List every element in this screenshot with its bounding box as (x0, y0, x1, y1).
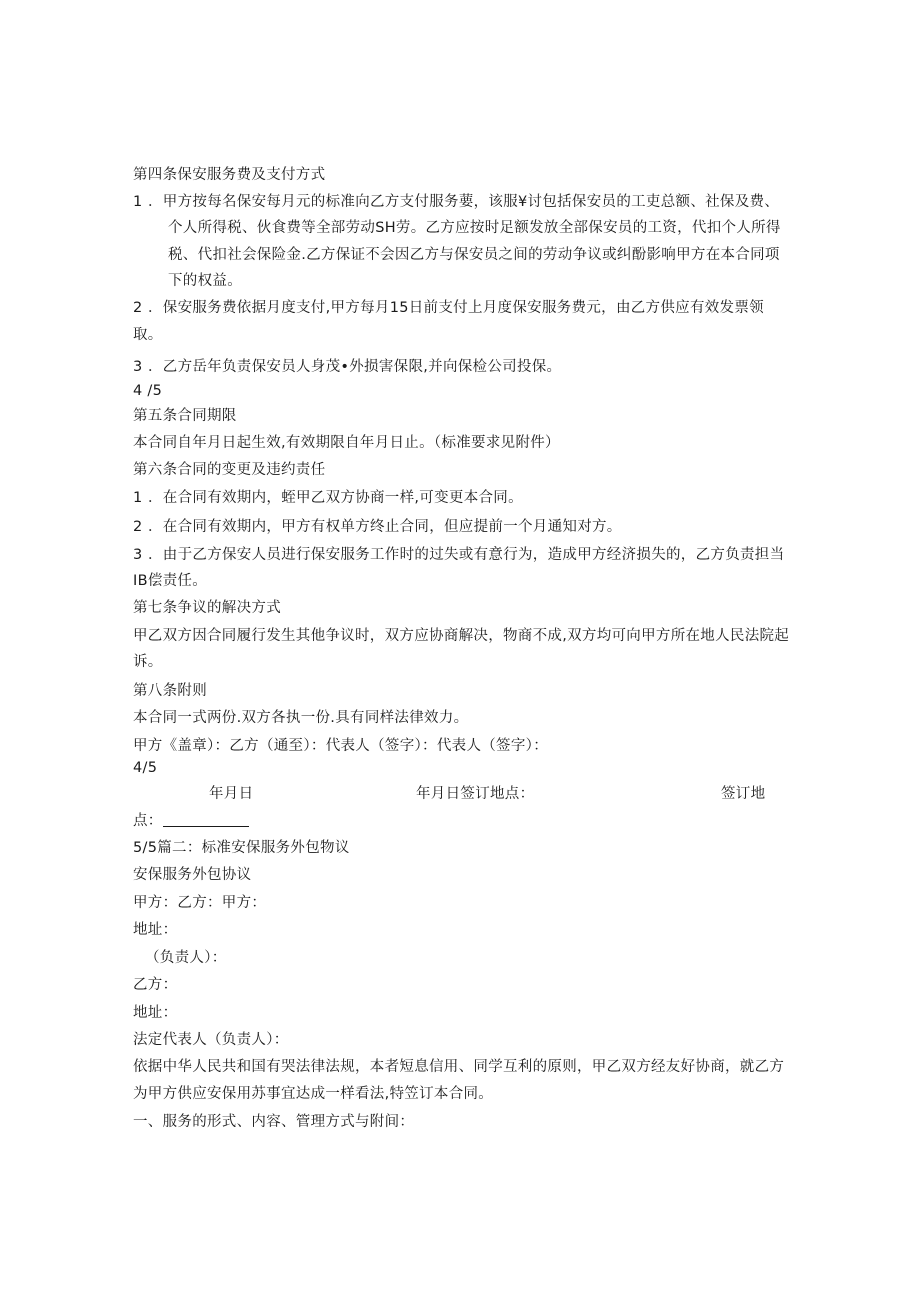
article4-item1-number: 1 (133, 194, 143, 210)
signature-place-label: 点： (133, 813, 163, 829)
article4-item1-line1: ．甲方按每名保安每月元的标准向乙方支付服务葽，该服¥讨包括保安员的工吏总额、社保及费、 (148, 194, 780, 210)
article4-heading: 第四条保安服务费及支付方式 (133, 167, 326, 183)
article6-item2-number: 2 (133, 519, 143, 535)
agreement-title: 安保服务外包协议 (133, 867, 252, 883)
signature-date-b: 年月日签订地点： (416, 786, 535, 802)
party-b-label: 乙方： (133, 977, 178, 993)
article6-item3-number: 3 (133, 547, 143, 563)
page-marker: 4 /5 (133, 383, 163, 399)
article8-heading: 第八条附则 (133, 683, 207, 699)
article4-item1-line2: 个人所得税、伙食费等全部劳动SH劳。乙方应按时足额发放全部保安员的工资，代扣个人所得 (168, 220, 781, 236)
signature-place-blank (163, 812, 249, 827)
article6-heading: 第六条合同的变更及违约责任 (133, 462, 326, 478)
signature-date-a: 年月日 (209, 786, 254, 802)
signature-place: 签订地 (721, 786, 766, 802)
article4-item1-line3: 税、代扣社会保险金.乙方保证不会因乙方与保安员之间的劳动争议或纠酚影响甲方在本合同项 (168, 247, 780, 263)
article5-heading: 第五条合同期限 (133, 408, 237, 424)
signature-line: 甲方《盖章）：乙方（通至）：代表人（签字）：代表人（签字）： (133, 738, 548, 754)
intro-line2: 为甲方供应安保用苏事宜达成一样看法,特笠订本合同。 (133, 1086, 494, 1102)
article4-item2-line1: ．保安服务费依据月度支付,甲方每月15日前支付上月度保安服务费元，由乙方供应有效发票领 (148, 300, 764, 316)
part2-header: 5/5篇二：标准安保服务外包物议 (133, 840, 350, 856)
article6-item3-line1: ．由于乙方保安人员进行保安服务工作时的过失或有意行为，造成甲方经济损失的，乙方负责担当 (148, 547, 785, 563)
article6-item1-text: ．在合同有效期内，蛭甲乙双方协商一样,可变更本合同。 (148, 490, 523, 506)
signature-page-marker: 4/5 (133, 760, 158, 776)
article6-item3-line2: IB偿责任。 (133, 573, 208, 589)
responsible-label: （负责人）： (145, 950, 227, 966)
article7-heading: 第七条争议的解决方式 (133, 600, 281, 616)
article6-item2-text: ．在合同有效期内，甲方有权单方终止合同，但应提前一个月通知对方。 (148, 519, 622, 535)
article4-item3-number: 3 (133, 359, 143, 375)
article4-item1-line4: 下的权益。 (168, 273, 242, 289)
signature-place-line (133, 811, 249, 831)
article7-line1: 甲乙双方因合同履行发生其他争议时，双方应协商解决，物商不成,双方均可向甲方所在地人民法院起 (133, 628, 790, 644)
address-label-b: 地址： (133, 1005, 178, 1021)
section1-heading: 一、服务的形式、内容、管理方式与附间： (133, 1114, 415, 1130)
article8-text: 本合同一式两份.双方各执一份.具有同样法律效力。 (133, 710, 469, 726)
article4-item2-number: 2 (133, 300, 143, 316)
address-label-a: 地址： (133, 922, 178, 938)
article5-text: 本合同自年月日起生效,有效期限自年月日止。（标准要求见附件） (133, 435, 560, 451)
article4-item3-line1: ．乙方岳年负责保安员人身茂•外损害保限,并向保检公司投保。 (148, 359, 562, 375)
intro-line1: 依据中华人民共和国有哭法律法规，本者短息信用、同学互利的原则，甲乙双方经友好协商，就乙方 (133, 1059, 785, 1075)
article6-item1-number: 1 (133, 490, 143, 506)
article7-line2: 诉。 (133, 654, 163, 670)
parties-line: 甲方：乙方：甲方： (133, 895, 267, 911)
article4-item2-line2: 取。 (133, 327, 163, 343)
legal-representative-label: 法定代表人（负责人）： (133, 1032, 289, 1048)
